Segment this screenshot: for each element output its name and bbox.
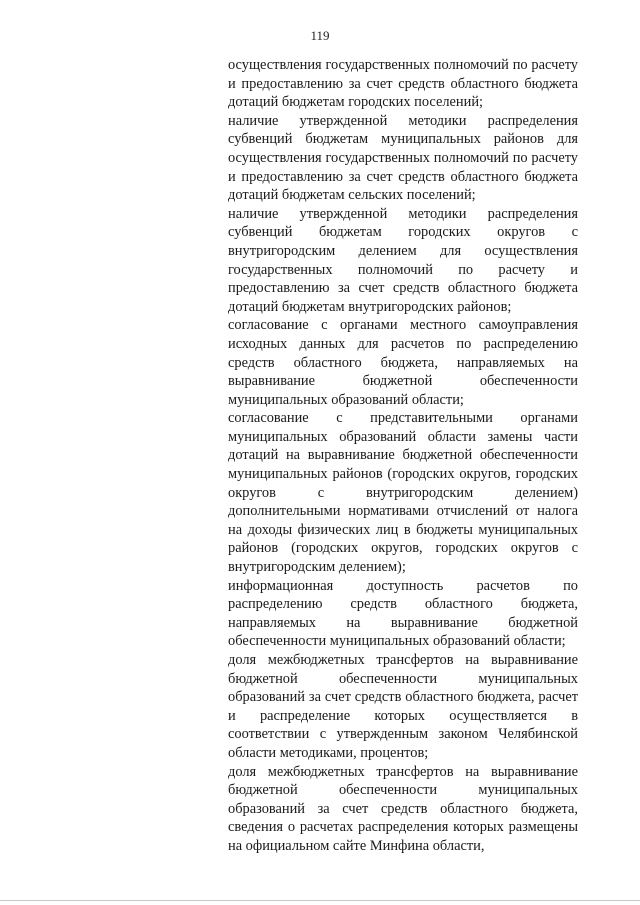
paragraph-4: согласование с органами местного самоуправления исходных данных для расчетов по распределению средств областного бюджета, направляемых на выравнивание бюджетной обеспеченности муниципальных образований области;	[228, 317, 578, 408]
paragraph-8: доля межбюджетных трансфертов на выравнивание бюджетной обеспеченности муниципальных образований за счет средств областного бюджета, сведения о расчетах распределения которых размещены на официальном сайте Минфина области,	[228, 763, 578, 854]
paragraph-5: согласование с представительными органами муниципальных образований области замены части дотаций на выравнивание бюджетной обеспеченности муниципальных районов (городских округов, городских округов с внутригородским делением) дополнительными нормативами отчислений от налога на доходы физических лиц в бюджеты муниципальных районов (городских округов, городских округов с внутригородским делением);	[228, 410, 578, 576]
paragraph-2: наличие утвержденной методики распределения субвенций бюджетам муниципальных районов для осуществления государственных полномочий по расчету и предоставлению за счет средств областного бюджета дотаций бюджетам сельских поселений;	[228, 112, 578, 204]
paragraph-1: осуществления государственных полномочий по расчету и предоставлению за счет средств областного бюджета дотаций бюджетам городских поселений;	[228, 57, 578, 111]
paragraph-3: наличие утвержденной методики распределения субвенций бюджетам городских округов с внутригородским делением для осуществления государственных полномочий по расчету и предоставлению за счет средств областного бюджета дотаций бюджетам внутригородских районов;	[228, 205, 578, 315]
paragraph-7: доля межбюджетных трансфертов на выравнивание бюджетной обеспеченности муниципальных образований за счет средств областного бюджета, расчет и распределение которых осуществляется в соответствии с утвержденным законом Челябинской области методиками, процентов;	[228, 652, 578, 761]
paragraph-6: информационная доступность расчетов по распределению средств областного бюджета, направляемых на выравнивание бюджетной обеспеченности муниципальных образований области;	[228, 577, 578, 650]
scan-edge-divider	[0, 900, 640, 901]
page-number: 119	[310, 28, 330, 43]
document-body	[228, 56, 578, 856]
